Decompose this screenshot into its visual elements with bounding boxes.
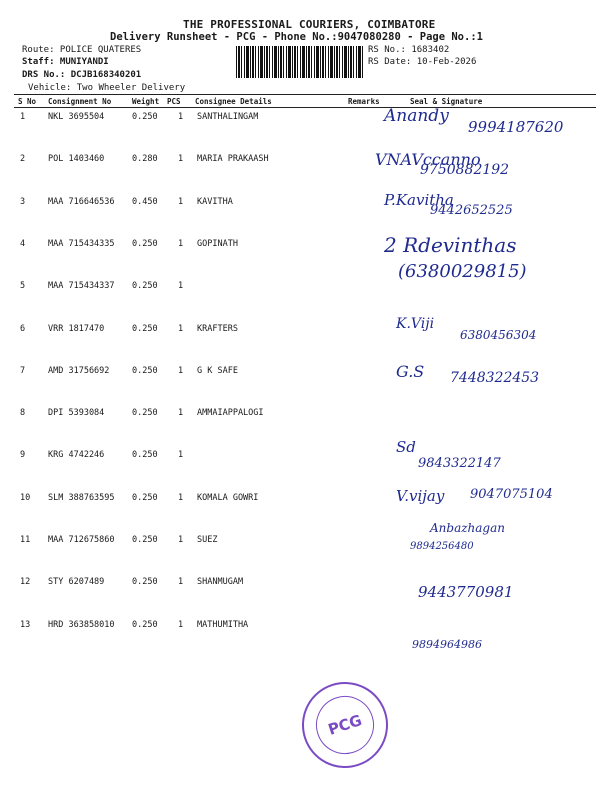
row-weight: 0.250 xyxy=(132,450,158,460)
row-pcs: 1 xyxy=(178,154,184,164)
row-consignment-no: VRR 1817470 xyxy=(48,324,105,334)
row-sno: 11 xyxy=(20,535,31,545)
handwritten-phone: 9894256480 xyxy=(410,541,474,552)
row-consignee: KRAFTERS xyxy=(197,324,238,334)
barcode xyxy=(236,46,364,78)
row-weight: 0.280 xyxy=(132,154,158,164)
row-consignee: KAVITHA xyxy=(197,197,233,207)
route: Route: POLICE QUATERES xyxy=(22,45,142,55)
row-consignment-no: MAA 712675860 xyxy=(48,535,115,545)
row-pcs: 1 xyxy=(178,450,184,460)
row-sno: 2 xyxy=(20,154,26,164)
row-consignee: KOMALA GOWRI xyxy=(197,493,259,503)
row-consignee: G K SAFE xyxy=(197,366,238,376)
row-consignment-no: HRD 363858010 xyxy=(48,620,115,630)
handwritten-phone: 7448322453 xyxy=(450,370,540,386)
row-consignment-no: MAA 715434335 xyxy=(48,239,115,249)
handwritten-signature: P.Kavitha xyxy=(384,191,454,209)
row-consignment-no: NKL 3695504 xyxy=(48,112,105,122)
row-pcs: 1 xyxy=(178,239,184,249)
row-pcs: 1 xyxy=(178,112,184,122)
handwritten-signature: Anandy xyxy=(384,106,449,126)
col-consignment: Consignment No xyxy=(48,97,112,106)
vehicle: Vehicle: Two Wheeler Delivery xyxy=(28,83,186,93)
stamp-text: PCG xyxy=(325,711,365,739)
row-weight: 0.250 xyxy=(132,281,158,291)
row-weight: 0.250 xyxy=(132,408,158,418)
handwritten-signature: K.Viji xyxy=(396,316,435,332)
runsheet-title: Delivery Runsheet - PCG - Phone No.:9047080280 - Page No.:1 xyxy=(110,31,483,43)
handwritten-phone: 6380456304 xyxy=(460,328,537,342)
row-pcs: 1 xyxy=(178,577,184,587)
handwritten-phone: 9442652525 xyxy=(430,203,513,218)
row-pcs: 1 xyxy=(178,281,184,291)
row-weight: 0.250 xyxy=(132,493,158,503)
row-pcs: 1 xyxy=(178,620,184,630)
col-remarks: Remarks xyxy=(348,97,380,106)
row-consignee: AMMAIAPPALOGI xyxy=(197,408,264,418)
row-consignment-no: DPI 5393084 xyxy=(48,408,105,418)
row-consignment-no: KRG 4742246 xyxy=(48,450,105,460)
row-consignee: MARIA PRAKAASH xyxy=(197,154,269,164)
drs-number: DRS No.: DCJB168340201 xyxy=(22,70,142,80)
row-weight: 0.250 xyxy=(132,535,158,545)
handwritten-phone: 9843322147 xyxy=(418,456,501,471)
col-weight: Weight xyxy=(132,97,160,106)
handwritten-phone: 9894964986 xyxy=(412,638,482,651)
handwritten-phone: 9994187620 xyxy=(468,118,564,136)
row-weight: 0.250 xyxy=(132,239,158,249)
handwritten-phone: (6380029815) xyxy=(398,261,527,282)
row-consignment-no: MAA 715434337 xyxy=(48,281,115,291)
row-sno: 10 xyxy=(20,493,31,503)
handwritten-signature: G.S xyxy=(396,362,425,381)
row-sno: 12 xyxy=(20,577,31,587)
handwritten-phone: 9750882192 xyxy=(420,162,510,178)
row-pcs: 1 xyxy=(178,366,184,376)
header-top-rule xyxy=(14,94,596,95)
row-pcs: 1 xyxy=(178,535,184,545)
row-consignment-no: AMD 31756692 xyxy=(48,366,110,376)
row-pcs: 1 xyxy=(178,493,184,503)
header-bottom-rule xyxy=(14,107,596,108)
handwritten-signature: Sd xyxy=(396,438,416,456)
handwritten-signature: Anbazhagan xyxy=(430,521,505,535)
row-sno: 13 xyxy=(20,620,31,630)
row-weight: 0.450 xyxy=(132,197,158,207)
row-sno: 5 xyxy=(20,281,26,291)
col-consignee: Consignee Details xyxy=(195,97,272,106)
row-consignee: SUEZ xyxy=(197,535,218,545)
row-weight: 0.250 xyxy=(132,577,158,587)
col-sno: S No xyxy=(18,97,37,106)
row-sno: 1 xyxy=(20,112,26,122)
company-title: THE PROFESSIONAL COURIERS, COIMBATORE xyxy=(183,18,436,31)
handwritten-signature: 2 Rdevinthas xyxy=(384,233,517,257)
row-weight: 0.250 xyxy=(132,620,158,630)
staff: Staff: MUNIYANDI xyxy=(22,57,109,67)
handwritten-phone: 9047075104 xyxy=(470,487,553,502)
row-sno: 8 xyxy=(20,408,26,418)
row-consignee: SHANMUGAM xyxy=(197,577,244,587)
pcg-stamp xyxy=(291,671,399,779)
rs-number: RS No.: 1683402 xyxy=(368,45,450,55)
row-consignment-no: POL 1403460 xyxy=(48,154,105,164)
row-consignee: MATHUMITHA xyxy=(197,620,249,630)
row-pcs: 1 xyxy=(178,197,184,207)
row-sno: 4 xyxy=(20,239,26,249)
row-consignee: GOPINATH xyxy=(197,239,238,249)
row-weight: 0.250 xyxy=(132,366,158,376)
col-seal-signature: Seal & Signature xyxy=(410,97,483,106)
row-consignment-no: MAA 716646536 xyxy=(48,197,115,207)
row-consignee: SANTHALINGAM xyxy=(197,112,259,122)
row-sno: 3 xyxy=(20,197,26,207)
row-sno: 9 xyxy=(20,450,26,460)
handwritten-signature: V.vijay xyxy=(396,487,445,505)
row-pcs: 1 xyxy=(178,408,184,418)
row-sno: 6 xyxy=(20,324,26,334)
row-weight: 0.250 xyxy=(132,112,158,122)
handwritten-signature: VNAVccanno xyxy=(375,150,481,169)
col-pcs: PCS xyxy=(167,97,181,106)
rs-date: RS Date: 10-Feb-2026 xyxy=(368,57,477,67)
handwritten-phone: 9443770981 xyxy=(418,583,514,601)
row-consignment-no: SLM 388763595 xyxy=(48,493,115,503)
row-pcs: 1 xyxy=(178,324,184,334)
row-weight: 0.250 xyxy=(132,324,158,334)
row-sno: 7 xyxy=(20,366,26,376)
row-consignment-no: STY 6207489 xyxy=(48,577,105,587)
